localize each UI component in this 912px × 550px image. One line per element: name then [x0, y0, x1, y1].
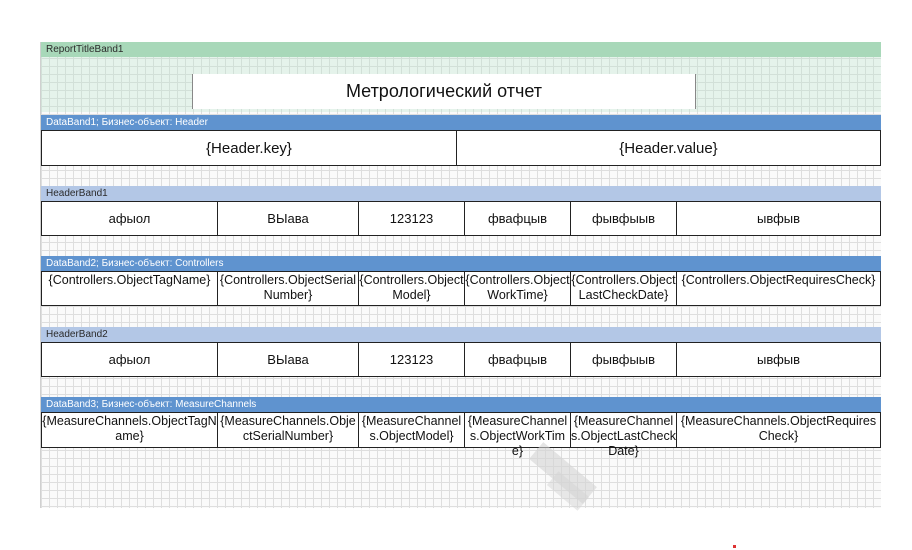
controllers-field-cell[interactable]: {Controllers.ObjectModel}	[358, 271, 465, 306]
headerband2-cell[interactable]: фывфыыв	[570, 342, 677, 377]
headerband1-cell[interactable]: 123123	[358, 201, 465, 236]
band-header-databand1[interactable]: DataBand1; Бизнес-объект: Header	[41, 115, 881, 130]
headerband2-cell[interactable]: фвафцыв	[464, 342, 571, 377]
header-key-cell[interactable]: {Header.key}	[41, 130, 457, 166]
controllers-field-cell[interactable]: {Controllers.ObjectTagName}	[41, 271, 218, 306]
databand2-row	[41, 271, 881, 306]
band-header-headerband2[interactable]: HeaderBand2	[41, 327, 881, 342]
report-title-text: Метрологический отчет	[345, 81, 543, 101]
headerband2-cell[interactable]: ВЫава	[217, 342, 359, 377]
measurechannels-field-cell[interactable]: {MeasureChannels.ObjectModel}	[358, 412, 465, 448]
headerband2-cell[interactable]: ывфыв	[676, 342, 881, 377]
band-header-databand3[interactable]: DataBand3; Бизнес-объект: MeasureChannels	[41, 397, 881, 412]
report-page[interactable]	[40, 42, 881, 508]
band-header-headerband1[interactable]: HeaderBand1	[41, 186, 881, 201]
band-header-databand2[interactable]: DataBand2; Бизнес-объект: Controllers	[41, 256, 881, 271]
cursor-mark	[733, 545, 736, 548]
controllers-field-cell[interactable]: {Controllers.ObjectRequiresCheck}	[676, 271, 881, 306]
headerband1-cell[interactable]: ывфыв	[676, 201, 881, 236]
controllers-field-cell[interactable]: {Controllers.ObjectWorkTime}	[464, 271, 571, 306]
report-title-textbox[interactable]	[192, 74, 696, 109]
headerband1-cell[interactable]: фывфыыв	[570, 201, 677, 236]
controllers-field-cell[interactable]: {Controllers.ObjectLastCheckDate}	[570, 271, 677, 306]
measurechannels-field-cell[interactable]: {MeasureChannels.ObjectTagName}	[41, 412, 218, 448]
headerband2-cell[interactable]: афыол	[41, 342, 218, 377]
headerband1-cell[interactable]: ВЫава	[217, 201, 359, 236]
headerband1-cell[interactable]: афыол	[41, 201, 218, 236]
band-header-report-title[interactable]: ReportTitleBand1	[41, 42, 881, 57]
report-title-band-area[interactable]	[41, 57, 881, 112]
headerband1-cell[interactable]: фвафцыв	[464, 201, 571, 236]
header-value-cell[interactable]: {Header.value}	[456, 130, 881, 166]
measurechannels-field-cell[interactable]: {MeasureChannels.ObjectLastCheckDate}	[571, 414, 676, 458]
headerband2-cell[interactable]: 123123	[358, 342, 465, 377]
databand1-row	[41, 130, 881, 166]
measurechannels-field-cell[interactable]: {MeasureChannels.ObjectRequiresCheck}	[676, 412, 881, 448]
measurechannels-field-cell[interactable]: {MeasureChannels.ObjectWorkTime}	[464, 412, 571, 448]
databand3-row	[41, 412, 881, 458]
headerband1-row	[41, 201, 881, 236]
measurechannels-field-cell[interactable]: {MeasureChannels.ObjectSerialNumber}	[217, 412, 359, 448]
headerband2-row	[41, 342, 881, 377]
controllers-field-cell[interactable]: {Controllers.ObjectSerialNumber}	[217, 271, 359, 306]
